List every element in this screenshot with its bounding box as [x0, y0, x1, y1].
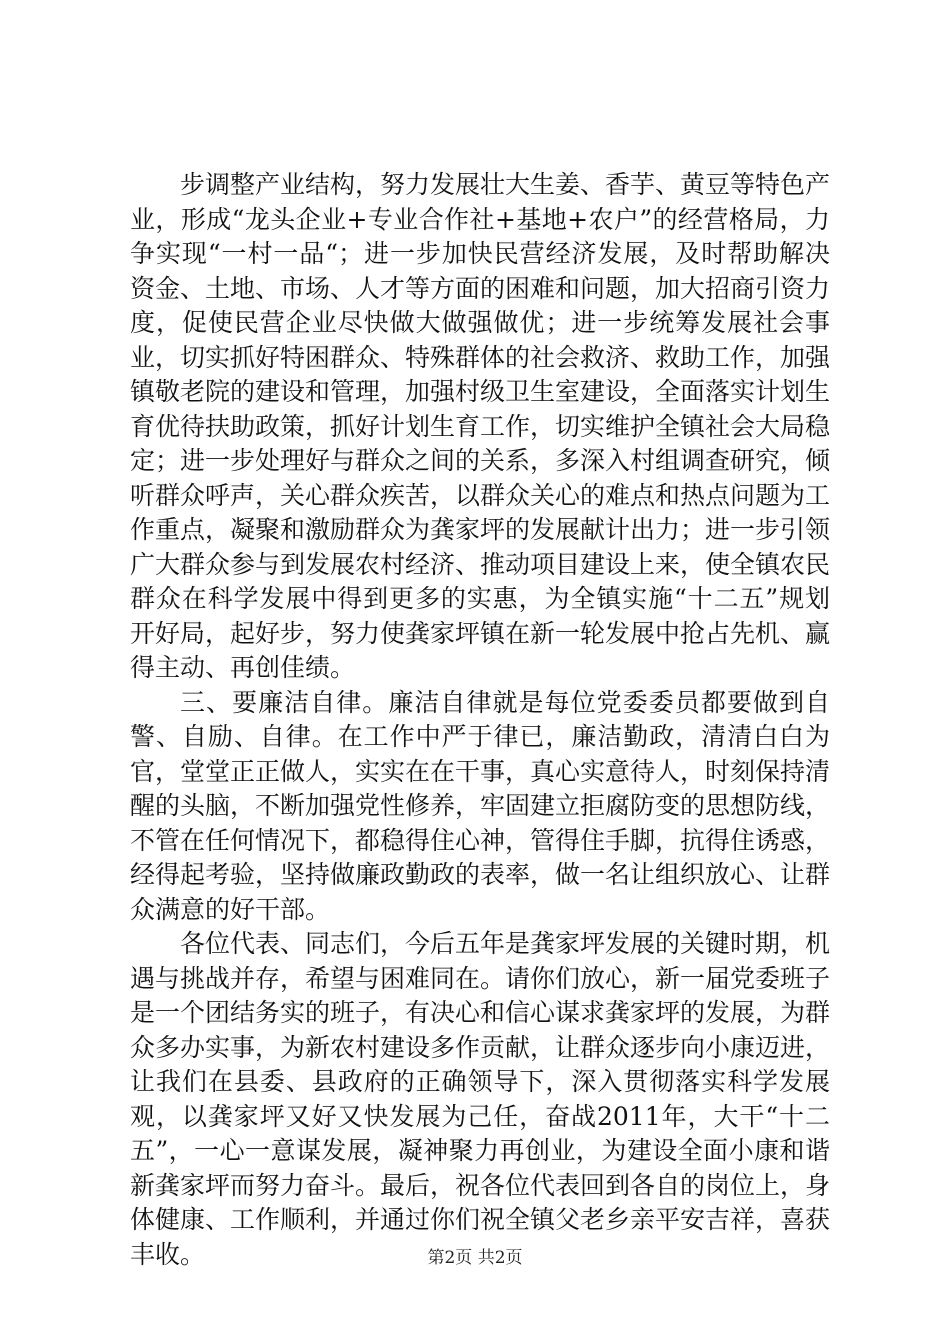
page-number-footer: 第2页 共2页: [427, 1248, 523, 1268]
paragraph-industry-development: 步调整产业结构，努力发展壮大生姜、香芋、黄豆等特色产业，形成“龙头企业+专业合作社+基地+农户”的经营格局，力争实现“一村一品“；进一步加快民营经济发展，及时帮助解决资金、土地、市场、人才等方面的困难和问题，加大招商引资力度，促使民营企业尽快做大做强做优；进一步统筹发展社会事业，切实抓好特困群众、特殊群体的社会救济、救助工作，加强镇敬老院的建设和管理，加强村级卫生室建设，全面落实计划生育优待扶助政策，抓好计划生育工作，切实维护全镇社会大局稳定；进一步处理好与群众之间的关系，多深入村组调查研究，倾听群众呼声，关心群众疾苦，以群众关心的难点和热点问题为工作重点，凝聚和激励群众为龚家坪的发展献计出力；进一步引领广大群众参与到发展农村经济、推动项目建设上来，使全镇农民群众在科学发展中得到更多的实惠，为全镇实施“十二五”规划开好局，起好步，努力使龚家坪镇在新一轮发展中抢占先机、赢得主动、再创佳绩。: [130, 170, 831, 682]
document-body: [130, 168, 830, 1272]
paragraph-integrity-self-discipline: 三、要廉洁自律。廉洁自律就是每位党委委员都要做到自警、自励、自律。在工作中严于律已，廉洁勤政，清清白白为官，堂堂正正做人，实实在在干事，真心实意待人，时刻保持清醒的头脑，不断加强党性修养，牢固建立拒腐防变的思想防线，不管在任何情况下，都稳得住心神，管得住手脚，抗得住诱惑，经得起考验，坚持做廉政勤政的表率，做一名让组织放心、让群众满意的好干部。: [130, 687, 831, 924]
paragraph-closing-remarks: 各位代表、同志们，今后五年是龚家坪发展的关键时期，机遇与挑战并存，希望与困难同在。请你们放心，新一届党委班子是一个团结务实的班子，有决心和信心谋求龚家坪的发展，为群众多办实事，为新农村建设多作贡献，让群众逐步向小康迈进，让我们在县委、县政府的正确领导下，深入贯彻落实科学发展观，以龚家坪又好又快发展为己任，奋战2011年，大干“十二五”，一心一意谋发展，凝神聚力再创业，为建设全面小康和谐新龚家坪而努力奋斗。最后，祝各位代表回到各自的岗位上，身体健康、工作顺利，并通过你们祝全镇父老乡亲平安吉祥，喜获丰收。: [130, 929, 831, 1269]
